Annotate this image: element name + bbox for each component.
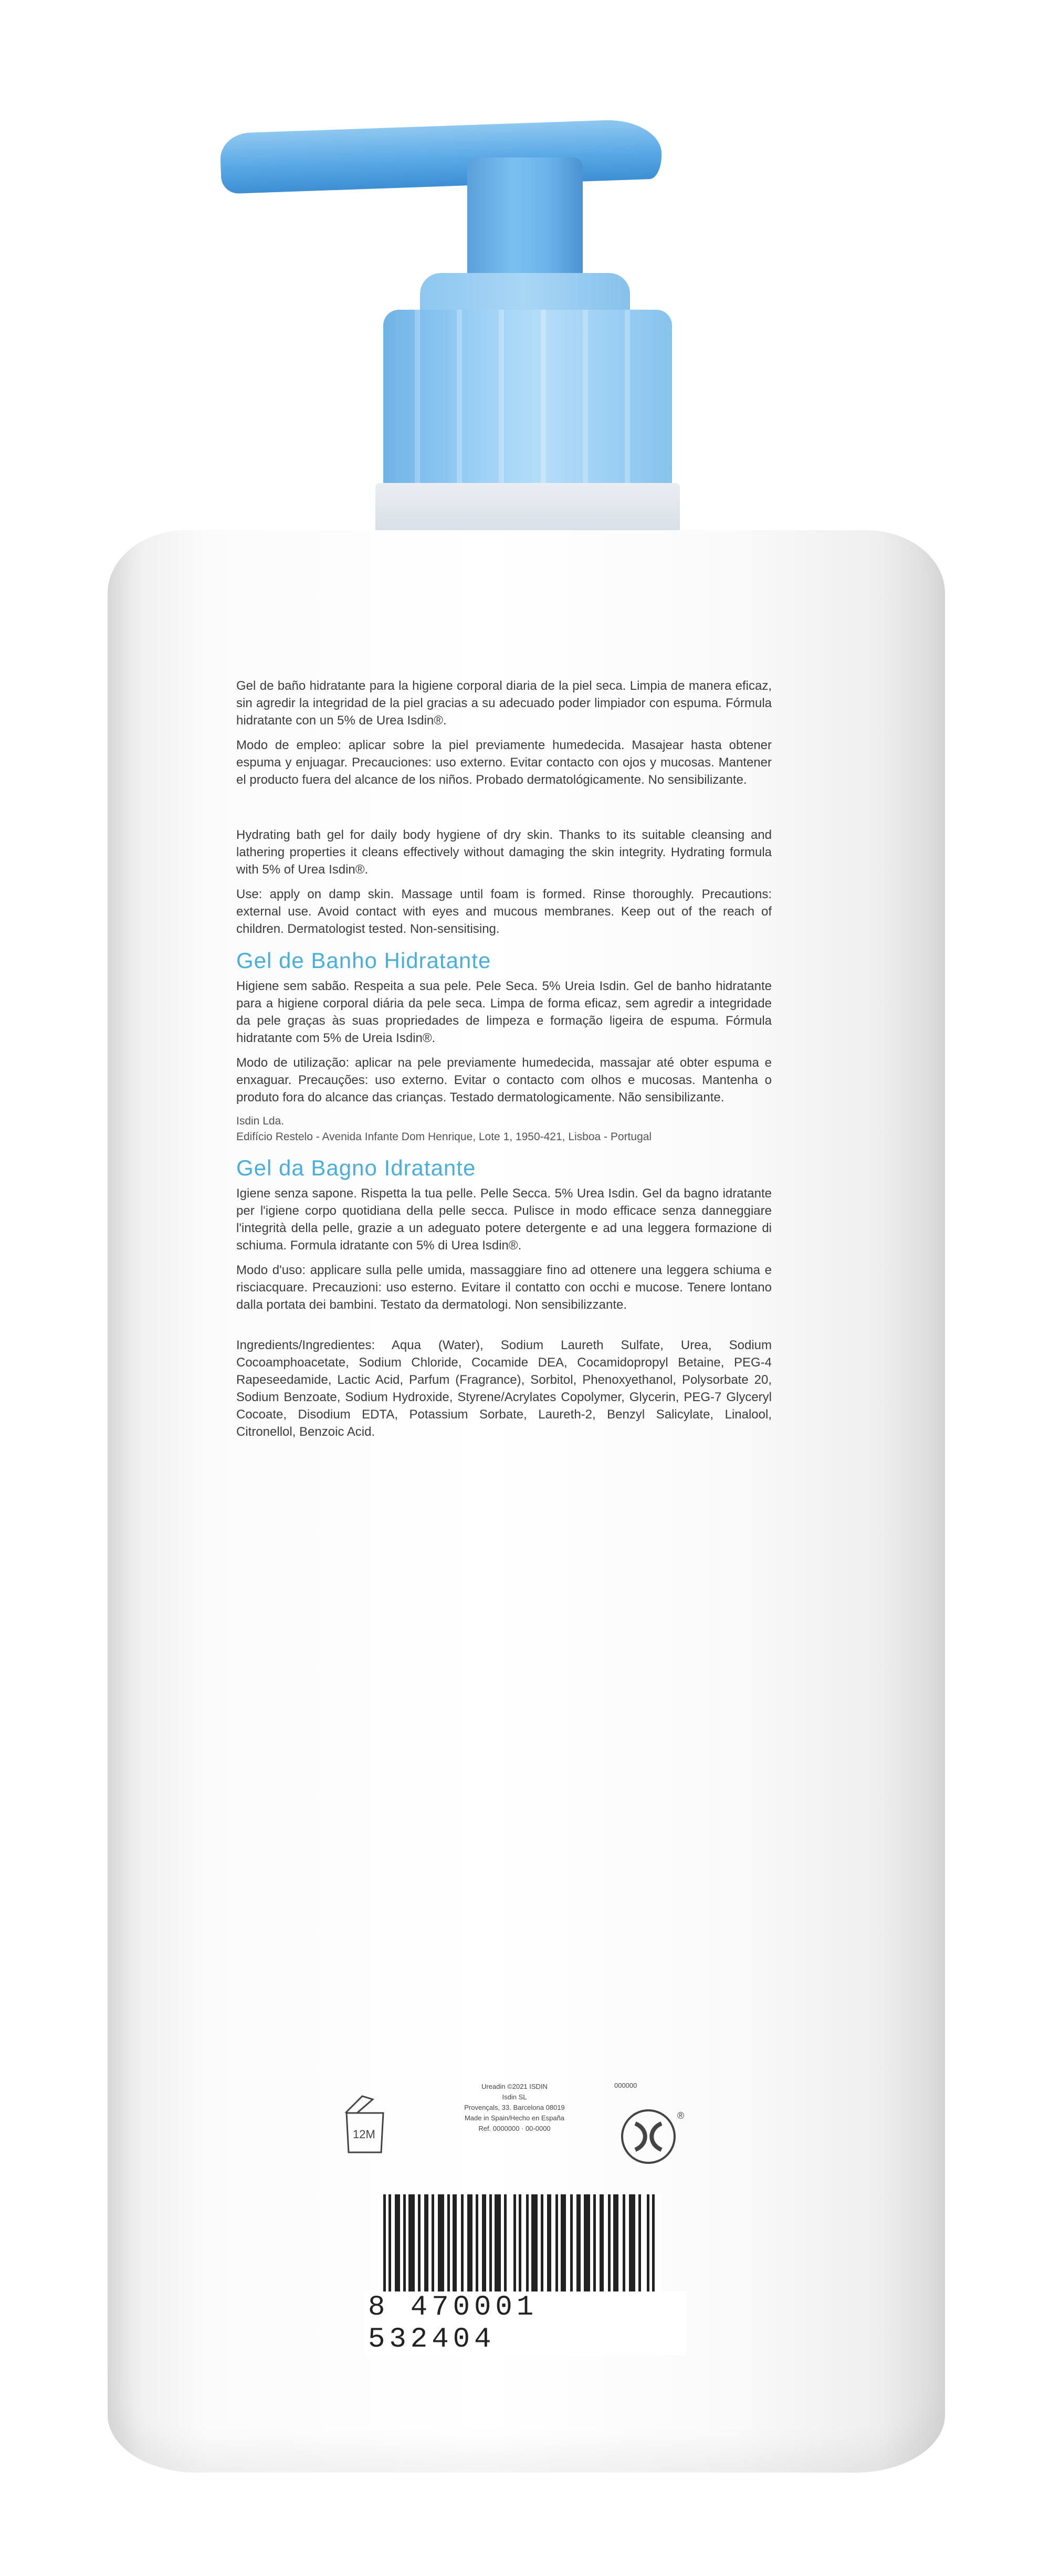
product-label [236,677,772,1448]
company-line: Provençals, 33. Barcelona 08019 [464,2104,565,2111]
company-line: Ureadin ©2021 ISDIN [481,2083,548,2090]
company-info [436,2081,593,2134]
label-en-intro: Hydrating bath gel for daily body hygiene of dry skin. Thanks to its suitable cleansing and lathering properties it cleans effectively without damaging the skin integrity. Hydrating formula with 5% of Urea Isdin®. [236,828,772,877]
label-ingredients: Ingredients/Ingredientes: Aqua (Water), Sodium Laureth Sulfate, Urea, Sodium Cocoamphoacetate, Sodium Chloride, Cocamide DEA, Cocamidopropyl Betaine, PEG-4 Rapeseedamide, Lactic Acid, Parfum (Fragrance), Sorbitol, Phenoxyethanol, Polysorbate 20, Sodium Benzoate, Sodium Hydroxide, Styrene/Acrylates Copolymer, Glycerin, PEG-7 Glyceryl Cocoate, Disodium EDTA, Potassium Sorbate, Laureth-2, Benzyl Salicylate, Linalool, Citronellol, Benzoic Acid. [236,1338,772,1439]
lot-code: 000000 [614,2081,637,2089]
pao-jar-icon [341,2092,388,2155]
label-pt-address: Edifício Restelo - Avenida Infante Dom Henrique, Lote 1, 1950-421, Lisboa - Portugal [236,1131,652,1143]
label-it-usage: Modo d'uso: applicare sulla pelle umida, massaggiare fino ad ottenere una leggera schiuma e risciacquare. Precauzioni: uso esterno. Evitare il contatto con occhi e mucose. Tenere lontano dalla portata dei bambini. Testato da dermatologi. Non sensibilizzante. [236,1263,772,1312]
company-line: Ref. 0000000 · 00-0000 [478,2125,551,2132]
label-pt-company: Isdin Lda. [236,1115,285,1127]
pao-label: 12M [353,2128,375,2141]
label-pt-usage: Modo de utilização: aplicar na pele previamente humedecida, massajar até obter espuma e enxaguar. Precauções: uso externo. Evitar o contacto com olhos e mucosas. Mantenha o produto fora do alcance das crianças. Testado dermatologicamente. Não sensibilizante. [236,1056,772,1105]
company-line: Isdin SL [502,2093,527,2101]
pump-cap [383,310,672,491]
label-it-title: Gel da Bagno Idratante [236,1155,476,1180]
pump-nozzle [219,118,663,194]
bottle-neck [375,483,680,533]
label-pt-title: Gel de Banho Hidratante [236,948,491,973]
green-dot-recycling-icon [620,2108,677,2165]
label-en-usage: Use: apply on damp skin. Massage until foam is formed. Rinse thoroughly. Precautions: external use. Avoid contact with eyes and mucous membranes. Keep out of the reach of children. Dermatologist tested. Non-sensitising. [236,887,772,936]
label-pt-intro: Higiene sem sabão. Respeita a sua pele. Pele Seca. 5% Ureia Isdin. Gel de banho hidratante para a higiene corporal diária da pele seca. Limpa de forma eficaz, sem agredir a integridade da pele graças às suas propriedades de limpeza e formação ligeira de espuma. Fórmula hidratante com 5% de Ureia Isdin®. [236,979,772,1045]
registered-mark: ® [677,2110,685,2121]
company-line: Made in Spain/Hecho en España [464,2114,565,2122]
label-es-usage: Modo de empleo: aplicar sobre la piel previamente humedecida. Masajear hasta obtener espuma y enjuagar. Precauciones: uso externo. Evitar contacto con ojos y mucosas. Mantener el producto fuera del alcance de los niños. Probado dermatológicamente. No sensibilizante. [236,738,772,787]
label-es-intro: Gel de baño hidratante para la higiene corporal diaria de la piel seca. Limpia de manera eficaz, sin agredir la integridad de la piel gracias a su adecuado poder limpiador con espuma. Fórmula hidratante con un 5% de Urea Isdin®. [236,679,772,728]
barcode-digits: 8 470001 532404 [365,2291,686,2356]
label-symbols [341,2081,709,2171]
label-it-intro: Igiene senza sapone. Rispetta la tua pelle. Pelle Secca. 5% Urea Isdin. Gel da bagno idratante per l'igiene corpo quotidiana della pelle secca. Pulisce in modo efficace senza danneggiare l'integrità della pelle, grazie a un adeguato potere detergente e ad una leggera formazione di schiuma. Formula idratante con 5% di Urea Isdin®. [236,1186,772,1253]
